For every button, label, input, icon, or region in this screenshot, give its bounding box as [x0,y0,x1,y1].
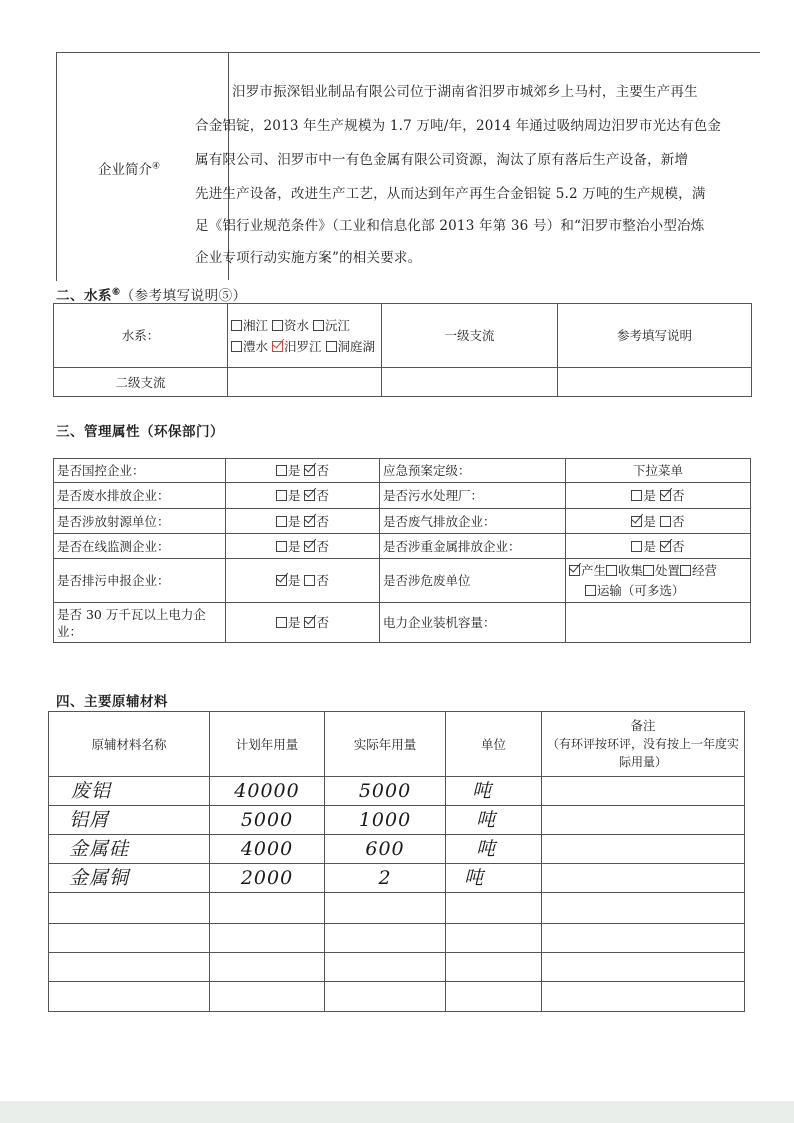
secondary-tributary-label: 二级支流 [54,368,228,397]
checked-checkbox-icon[interactable] [304,465,315,476]
option-transport[interactable]: 运输 [585,583,622,598]
material-unit[interactable]: 吨 [446,835,542,864]
table-row [49,835,745,864]
material-actual[interactable] [325,893,446,924]
option-miluojiang[interactable]: 汨罗江 [272,339,322,354]
mgmt-a2-3[interactable]: 是 否 [566,534,751,559]
checkbox-icon[interactable] [276,541,287,552]
scan-edge [0,1101,794,1123]
checkbox-icon[interactable] [276,490,287,501]
option-dongtinghu[interactable]: 洞庭湖 [326,339,376,354]
material-plan[interactable]: 4000 [210,835,325,864]
mgmt-a1-0[interactable]: 是 否 [226,459,380,483]
material-unit[interactable]: 吨 [446,864,542,893]
intro-label: 企业简介④ [98,161,161,178]
water-heading: 二、水系⑥（参考填写说明⑤） [56,287,247,304]
option-zishui[interactable]: 资水 [272,318,309,333]
mgmt-a1-4[interactable]: 是 否 [226,559,380,603]
col-unit-header: 单位 [446,712,542,777]
mgmt-a1-2[interactable]: 是 否 [226,509,380,534]
material-plan[interactable]: 5000 [210,806,325,835]
table-row [49,924,745,953]
water-table [53,303,752,397]
material-plan[interactable] [210,953,325,982]
material-actual[interactable]: 1000 [325,806,446,835]
material-remark[interactable] [542,982,745,1012]
checkbox-icon[interactable] [304,575,315,586]
col-remark-header: 备注 （有环评按环评，没有按上一年度实际用量） [542,712,745,777]
materials-table [48,711,745,1012]
secondary-tributary-value[interactable] [228,368,382,397]
mgmt-q2-5: 电力企业装机容量： [380,603,566,643]
material-name[interactable] [49,982,210,1012]
option-dispose[interactable]: 处置 [643,563,680,578]
col-actual-header: 实际年用量 [325,712,446,777]
checked-checkbox-icon[interactable] [304,617,315,628]
option-yuanjiang[interactable]: 沅江 [313,318,350,333]
table-row [49,953,745,982]
checkbox-icon[interactable] [631,490,642,501]
mgmt-q1-3: 是否在线监测企业： [54,534,226,559]
material-plan[interactable] [210,893,325,924]
emergency-level-dropdown[interactable]: 下拉菜单 [566,459,751,483]
intro-line-1: 汨罗市振深铝业制品有限公司位于湖南省汨罗市城郊乡上马村，主要生产再生 [232,84,698,100]
material-remark[interactable] [542,835,745,864]
mgmt-q1-1: 是否废水排放企业： [54,483,226,509]
material-unit[interactable] [446,953,542,982]
secondary-tributary-value-3[interactable] [558,368,752,397]
material-remark[interactable] [542,864,745,893]
material-actual[interactable]: 5000 [325,777,446,806]
material-remark[interactable] [542,924,745,953]
material-unit[interactable]: 吨 [446,777,542,806]
mgmt-q2-3: 是否涉重金属排放企业： [380,534,566,559]
material-name[interactable] [49,893,210,924]
checkbox-icon[interactable] [680,565,691,576]
material-actual[interactable]: 600 [325,835,446,864]
table-row [49,864,745,893]
table-row [49,806,745,835]
intro-line-2: 合金铝锭，2013 年生产规模为 1.7 万吨/年，2014 年通过吸纳周边汨罗市光达有色金 [195,118,722,134]
col-name-header: 原辅材料名称 [49,712,210,777]
mgmt-a1-5[interactable]: 是 否 [226,603,380,643]
checkbox-icon[interactable] [643,565,654,576]
intro-line-6: 企业专项行动实施方案”的相关要求。 [195,250,422,266]
checked-checkbox-icon[interactable] [660,541,671,552]
material-plan[interactable] [210,924,325,953]
mgmt-heading: 三、管理属性（环保部门） [56,424,224,440]
material-name[interactable]: 废铝 [49,777,210,806]
mgmt-q1-5: 是否 30 万千瓦以上电力企业： [54,603,226,643]
mgmt-q2-1: 是否污水处理厂： [380,483,566,509]
mgmt-q2-2: 是否废气排放企业： [380,509,566,534]
checked-checkbox-icon[interactable] [304,541,315,552]
checkbox-icon[interactable] [660,516,671,527]
material-unit[interactable] [446,982,542,1012]
checkbox-icon[interactable] [272,320,283,331]
checkbox-icon[interactable] [326,341,337,352]
power-capacity-value[interactable] [566,603,751,643]
mgmt-a1-3[interactable]: 是 否 [226,534,380,559]
checked-checkbox-icon[interactable] [272,341,283,352]
table-row [49,777,745,806]
checkbox-icon[interactable] [231,341,242,352]
material-remark[interactable] [542,953,745,982]
checked-checkbox-icon[interactable] [660,490,671,501]
table-row [49,893,745,924]
secondary-tributary-value-2[interactable] [382,368,558,397]
mgmt-q2-4: 是否涉危废单位 [380,559,566,603]
checked-checkbox-icon[interactable] [304,516,315,527]
material-name[interactable] [49,953,210,982]
material-actual[interactable] [325,924,446,953]
hazard-waste-options: 产生 收集 处置 经营 运输（可多选） [566,559,751,603]
checkbox-icon[interactable] [585,585,596,596]
intro-line-4: 先进生产设备，改进生产工艺，从而达到年产再生合金铝锭 5.2 万吨的生产规模，满 [195,186,706,202]
mgmt-q1-0: 是否国控企业： [54,459,226,483]
mgmt-a2-1[interactable]: 是 否 [566,483,751,509]
checked-checkbox-icon[interactable] [304,490,315,501]
option-lishui[interactable]: 澧水 [231,339,268,354]
material-remark[interactable] [542,893,745,924]
material-remark[interactable] [542,806,745,835]
material-actual[interactable] [325,982,446,1012]
checkbox-icon[interactable] [606,565,617,576]
checkbox-icon[interactable] [276,516,287,527]
checked-checkbox-icon[interactable] [276,575,287,586]
reference-header: 参考填写说明 [558,304,752,368]
checkbox-icon[interactable] [313,320,324,331]
checkbox-icon[interactable] [631,541,642,552]
mgmt-a1-1[interactable]: 是 否 [226,483,380,509]
water-label: 水系： [54,304,228,368]
material-plan[interactable]: 2000 [210,864,325,893]
checkbox-icon[interactable] [231,320,242,331]
intro-line-3: 属有限公司、汨罗市中一有色金属有限公司资源，淘汰了原有落后生产设备，新增 [195,152,689,168]
material-name[interactable]: 铝屑 [49,806,210,835]
material-unit[interactable] [446,893,542,924]
checked-checkbox-icon[interactable] [569,565,580,576]
mgmt-q1-4: 是否排污申报企业： [54,559,226,603]
materials-heading: 四、主要原辅材料 [56,694,168,710]
material-actual[interactable]: 2 [325,864,446,893]
water-options [228,304,382,368]
checkbox-icon[interactable] [276,617,287,628]
material-unit[interactable]: 吨 [446,806,542,835]
checkbox-icon[interactable] [276,465,287,476]
table-row [49,982,745,1012]
material-actual[interactable] [325,953,446,982]
option-operate[interactable]: 经营 [680,563,717,578]
mgmt-q2-0: 应急预案定级： [380,459,566,483]
material-plan[interactable] [210,982,325,1012]
material-unit[interactable] [446,924,542,953]
option-produce[interactable]: 产生 [569,563,606,578]
option-xiangjiang[interactable]: 湘江 [231,318,268,333]
intro-line-5: 足《铝行业规范条件》（工业和信息化部 2013 年第 36 号）和“汨罗市整治小型冶炼 [195,218,705,234]
option-collect[interactable]: 收集 [606,563,643,578]
material-plan[interactable]: 40000 [210,777,325,806]
material-name[interactable]: 金属硅 [49,835,210,864]
checked-checkbox-icon[interactable] [631,516,642,527]
primary-tributary-header: 一级支流 [382,304,558,368]
material-name[interactable]: 金属铜 [49,864,210,893]
mgmt-table [53,458,751,643]
col-plan-header: 计划年用量 [210,712,325,777]
mgmt-q1-2: 是否涉放射源单位： [54,509,226,534]
material-name[interactable] [49,924,210,953]
material-remark[interactable] [542,777,745,806]
mgmt-a2-2[interactable]: 是 否 [566,509,751,534]
